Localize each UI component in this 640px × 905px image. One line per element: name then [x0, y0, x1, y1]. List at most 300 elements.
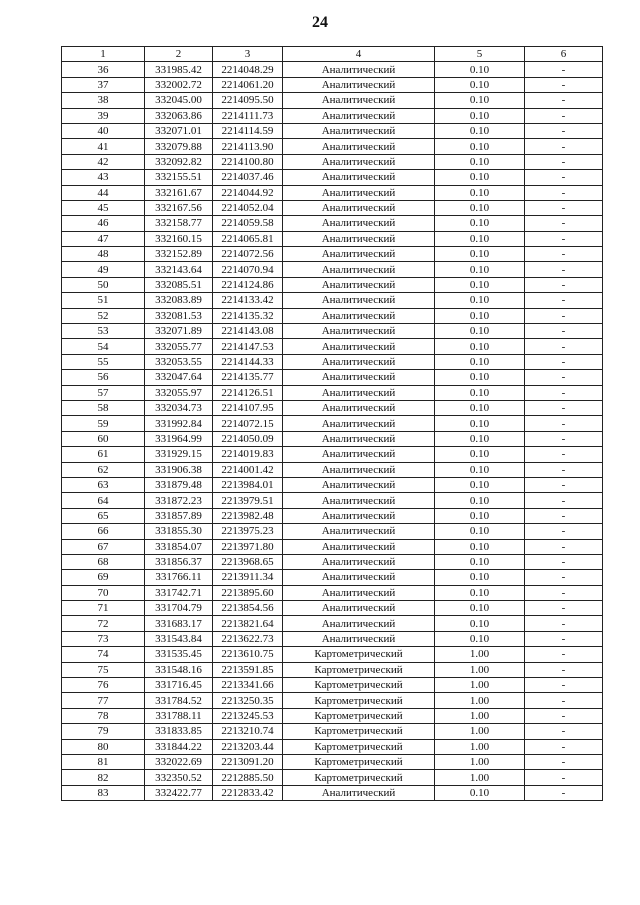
point-number-cell: 55	[62, 354, 145, 369]
point-number-cell: 46	[62, 216, 145, 231]
point-number-cell: 82	[62, 770, 145, 785]
column-header: 1	[62, 47, 145, 62]
x-coordinate-cell: 331548.16	[145, 662, 213, 677]
method-cell: Аналитический	[283, 400, 435, 415]
point-number-cell: 64	[62, 493, 145, 508]
y-coordinate-cell: 2214144.33	[213, 354, 283, 369]
point-number-cell: 83	[62, 785, 145, 800]
y-coordinate-cell: 2213979.51	[213, 493, 283, 508]
point-number-cell: 62	[62, 462, 145, 477]
method-cell: Аналитический	[283, 308, 435, 323]
accuracy-cell: 0.10	[435, 77, 525, 92]
method-cell: Аналитический	[283, 293, 435, 308]
accuracy-cell: 0.10	[435, 247, 525, 262]
accuracy-cell: 0.10	[435, 539, 525, 554]
note-cell: -	[525, 293, 603, 308]
x-coordinate-cell: 331929.15	[145, 447, 213, 462]
y-coordinate-cell: 2212885.50	[213, 770, 283, 785]
y-coordinate-cell: 2213622.73	[213, 631, 283, 646]
note-cell: -	[525, 508, 603, 523]
note-cell: -	[525, 493, 603, 508]
note-cell: -	[525, 739, 603, 754]
note-cell: -	[525, 431, 603, 446]
note-cell: -	[525, 154, 603, 169]
accuracy-cell: 0.10	[435, 200, 525, 215]
note-cell: -	[525, 693, 603, 708]
point-number-cell: 80	[62, 739, 145, 754]
accuracy-cell: 0.10	[435, 585, 525, 600]
table-row	[62, 400, 603, 415]
x-coordinate-cell: 331704.79	[145, 601, 213, 616]
table-row	[62, 93, 603, 108]
point-number-cell: 43	[62, 170, 145, 185]
y-coordinate-cell: 2214059.58	[213, 216, 283, 231]
method-cell: Аналитический	[283, 185, 435, 200]
column-header: 6	[525, 47, 603, 62]
table-row	[62, 616, 603, 631]
method-cell: Аналитический	[283, 93, 435, 108]
method-cell: Аналитический	[283, 431, 435, 446]
point-number-cell: 37	[62, 77, 145, 92]
coordinates-table	[61, 46, 603, 801]
point-number-cell: 69	[62, 570, 145, 585]
method-cell: Аналитический	[283, 339, 435, 354]
y-coordinate-cell: 2214001.42	[213, 462, 283, 477]
method-cell: Аналитический	[283, 570, 435, 585]
column-header: 5	[435, 47, 525, 62]
x-coordinate-cell: 332002.72	[145, 77, 213, 92]
x-coordinate-cell: 331964.99	[145, 431, 213, 446]
accuracy-cell: 0.10	[435, 462, 525, 477]
method-cell: Картометрический	[283, 647, 435, 662]
table-row	[62, 462, 603, 477]
note-cell: -	[525, 170, 603, 185]
method-cell: Картометрический	[283, 724, 435, 739]
table-row	[62, 339, 603, 354]
method-cell: Аналитический	[283, 585, 435, 600]
point-number-cell: 76	[62, 678, 145, 693]
point-number-cell: 47	[62, 231, 145, 246]
x-coordinate-cell: 332085.51	[145, 277, 213, 292]
accuracy-cell: 1.00	[435, 724, 525, 739]
note-cell: -	[525, 108, 603, 123]
x-coordinate-cell: 331844.22	[145, 739, 213, 754]
y-coordinate-cell: 2214070.94	[213, 262, 283, 277]
y-coordinate-cell: 2213210.74	[213, 724, 283, 739]
x-coordinate-cell: 331543.84	[145, 631, 213, 646]
note-cell: -	[525, 554, 603, 569]
method-cell: Аналитический	[283, 108, 435, 123]
point-number-cell: 38	[62, 93, 145, 108]
point-number-cell: 70	[62, 585, 145, 600]
x-coordinate-cell: 331766.11	[145, 570, 213, 585]
note-cell: -	[525, 477, 603, 492]
table-row	[62, 447, 603, 462]
note-cell: -	[525, 539, 603, 554]
table-row	[62, 508, 603, 523]
point-number-cell: 65	[62, 508, 145, 523]
method-cell: Аналитический	[283, 139, 435, 154]
table-row	[62, 770, 603, 785]
accuracy-cell: 0.10	[435, 231, 525, 246]
table-row	[62, 647, 603, 662]
point-number-cell: 74	[62, 647, 145, 662]
y-coordinate-cell: 2214143.08	[213, 324, 283, 339]
x-coordinate-cell: 332158.77	[145, 216, 213, 231]
accuracy-cell: 0.10	[435, 293, 525, 308]
point-number-cell: 41	[62, 139, 145, 154]
point-number-cell: 57	[62, 385, 145, 400]
accuracy-cell: 0.10	[435, 185, 525, 200]
method-cell: Аналитический	[283, 154, 435, 169]
method-cell: Аналитический	[283, 170, 435, 185]
y-coordinate-cell: 2214113.90	[213, 139, 283, 154]
point-number-cell: 79	[62, 724, 145, 739]
accuracy-cell: 1.00	[435, 693, 525, 708]
point-number-cell: 77	[62, 693, 145, 708]
x-coordinate-cell: 332047.64	[145, 370, 213, 385]
method-cell: Аналитический	[283, 416, 435, 431]
point-number-cell: 50	[62, 277, 145, 292]
accuracy-cell: 1.00	[435, 647, 525, 662]
table-row	[62, 693, 603, 708]
note-cell: -	[525, 631, 603, 646]
accuracy-cell: 0.10	[435, 93, 525, 108]
table-row	[62, 154, 603, 169]
x-coordinate-cell: 331833.85	[145, 724, 213, 739]
accuracy-cell: 1.00	[435, 754, 525, 769]
x-coordinate-cell: 332143.64	[145, 262, 213, 277]
method-cell: Аналитический	[283, 601, 435, 616]
x-coordinate-cell: 332152.89	[145, 247, 213, 262]
note-cell: -	[525, 339, 603, 354]
point-number-cell: 56	[62, 370, 145, 385]
method-cell: Картометрический	[283, 678, 435, 693]
accuracy-cell: 0.10	[435, 324, 525, 339]
accuracy-cell: 1.00	[435, 739, 525, 754]
method-cell: Аналитический	[283, 462, 435, 477]
note-cell: -	[525, 62, 603, 77]
y-coordinate-cell: 2214095.50	[213, 93, 283, 108]
y-coordinate-cell: 2213591.85	[213, 662, 283, 677]
x-coordinate-cell: 332160.15	[145, 231, 213, 246]
method-cell: Аналитический	[283, 785, 435, 800]
point-number-cell: 81	[62, 754, 145, 769]
y-coordinate-cell: 2214111.73	[213, 108, 283, 123]
table-row	[62, 785, 603, 800]
x-coordinate-cell: 331683.17	[145, 616, 213, 631]
note-cell: -	[525, 678, 603, 693]
point-number-cell: 44	[62, 185, 145, 200]
table-row	[62, 539, 603, 554]
accuracy-cell: 0.10	[435, 308, 525, 323]
table-row	[62, 585, 603, 600]
y-coordinate-cell: 2214135.32	[213, 308, 283, 323]
x-coordinate-cell: 332071.89	[145, 324, 213, 339]
table-row	[62, 385, 603, 400]
table-row	[62, 354, 603, 369]
x-coordinate-cell: 332034.73	[145, 400, 213, 415]
note-cell: -	[525, 647, 603, 662]
note-cell: -	[525, 262, 603, 277]
point-number-cell: 72	[62, 616, 145, 631]
accuracy-cell: 0.10	[435, 108, 525, 123]
y-coordinate-cell: 2213854.56	[213, 601, 283, 616]
x-coordinate-cell: 331985.42	[145, 62, 213, 77]
note-cell: -	[525, 277, 603, 292]
table-row	[62, 324, 603, 339]
table-row	[62, 631, 603, 646]
point-number-cell: 51	[62, 293, 145, 308]
table-row	[62, 170, 603, 185]
accuracy-cell: 0.10	[435, 601, 525, 616]
x-coordinate-cell: 331879.48	[145, 477, 213, 492]
table-row	[62, 554, 603, 569]
accuracy-cell: 1.00	[435, 770, 525, 785]
note-cell: -	[525, 123, 603, 138]
y-coordinate-cell: 2214072.56	[213, 247, 283, 262]
method-cell: Картометрический	[283, 662, 435, 677]
note-cell: -	[525, 200, 603, 215]
y-coordinate-cell: 2214100.80	[213, 154, 283, 169]
table-row	[62, 108, 603, 123]
y-coordinate-cell: 2213245.53	[213, 708, 283, 723]
note-cell: -	[525, 400, 603, 415]
y-coordinate-cell: 2214052.04	[213, 200, 283, 215]
accuracy-cell: 0.10	[435, 554, 525, 569]
method-cell: Аналитический	[283, 477, 435, 492]
x-coordinate-cell: 331857.89	[145, 508, 213, 523]
accuracy-cell: 0.10	[435, 616, 525, 631]
x-coordinate-cell: 332055.77	[145, 339, 213, 354]
note-cell: -	[525, 524, 603, 539]
accuracy-cell: 0.10	[435, 339, 525, 354]
y-coordinate-cell: 2214072.15	[213, 416, 283, 431]
y-coordinate-cell: 2214114.59	[213, 123, 283, 138]
note-cell: -	[525, 462, 603, 477]
note-cell: -	[525, 708, 603, 723]
note-cell: -	[525, 354, 603, 369]
accuracy-cell: 0.10	[435, 785, 525, 800]
x-coordinate-cell: 332079.88	[145, 139, 213, 154]
y-coordinate-cell: 2213982.48	[213, 508, 283, 523]
method-cell: Аналитический	[283, 324, 435, 339]
y-coordinate-cell: 2214147.53	[213, 339, 283, 354]
point-number-cell: 53	[62, 324, 145, 339]
table-row	[62, 431, 603, 446]
x-coordinate-cell: 331788.11	[145, 708, 213, 723]
x-coordinate-cell: 331535.45	[145, 647, 213, 662]
accuracy-cell: 0.10	[435, 447, 525, 462]
method-cell: Аналитический	[283, 385, 435, 400]
note-cell: -	[525, 370, 603, 385]
note-cell: -	[525, 616, 603, 631]
accuracy-cell: 0.10	[435, 416, 525, 431]
y-coordinate-cell: 2213968.65	[213, 554, 283, 569]
table-row	[62, 262, 603, 277]
note-cell: -	[525, 77, 603, 92]
accuracy-cell: 0.10	[435, 477, 525, 492]
table-row	[62, 570, 603, 585]
table-row	[62, 493, 603, 508]
table-row	[62, 77, 603, 92]
x-coordinate-cell: 331856.37	[145, 554, 213, 569]
x-coordinate-cell: 331854.07	[145, 539, 213, 554]
table-row	[62, 293, 603, 308]
method-cell: Аналитический	[283, 354, 435, 369]
y-coordinate-cell: 2213250.35	[213, 693, 283, 708]
x-coordinate-cell: 332083.89	[145, 293, 213, 308]
point-number-cell: 63	[62, 477, 145, 492]
y-coordinate-cell: 2213911.34	[213, 570, 283, 585]
y-coordinate-cell: 2213341.66	[213, 678, 283, 693]
x-coordinate-cell: 331716.45	[145, 678, 213, 693]
method-cell: Аналитический	[283, 216, 435, 231]
table-row	[62, 308, 603, 323]
x-coordinate-cell: 332155.51	[145, 170, 213, 185]
table-row	[62, 416, 603, 431]
x-coordinate-cell: 331992.84	[145, 416, 213, 431]
method-cell: Аналитический	[283, 493, 435, 508]
method-cell: Аналитический	[283, 77, 435, 92]
note-cell: -	[525, 216, 603, 231]
accuracy-cell: 0.10	[435, 370, 525, 385]
accuracy-cell: 0.10	[435, 154, 525, 169]
point-number-cell: 60	[62, 431, 145, 446]
point-number-cell: 75	[62, 662, 145, 677]
note-cell: -	[525, 724, 603, 739]
note-cell: -	[525, 385, 603, 400]
x-coordinate-cell: 332071.01	[145, 123, 213, 138]
table-body	[62, 62, 603, 801]
accuracy-cell: 0.10	[435, 385, 525, 400]
x-coordinate-cell: 332045.00	[145, 93, 213, 108]
table-row	[62, 739, 603, 754]
point-number-cell: 68	[62, 554, 145, 569]
x-coordinate-cell: 332161.67	[145, 185, 213, 200]
point-number-cell: 71	[62, 601, 145, 616]
y-coordinate-cell: 2212833.42	[213, 785, 283, 800]
method-cell: Аналитический	[283, 123, 435, 138]
point-number-cell: 36	[62, 62, 145, 77]
note-cell: -	[525, 662, 603, 677]
accuracy-cell: 1.00	[435, 678, 525, 693]
y-coordinate-cell: 2214124.86	[213, 277, 283, 292]
x-coordinate-cell: 332092.82	[145, 154, 213, 169]
method-cell: Аналитический	[283, 200, 435, 215]
note-cell: -	[525, 93, 603, 108]
y-coordinate-cell: 2214048.29	[213, 62, 283, 77]
x-coordinate-cell: 332422.77	[145, 785, 213, 800]
method-cell: Аналитический	[283, 262, 435, 277]
x-coordinate-cell: 332081.53	[145, 308, 213, 323]
y-coordinate-cell: 2213984.01	[213, 477, 283, 492]
accuracy-cell: 0.10	[435, 400, 525, 415]
point-number-cell: 58	[62, 400, 145, 415]
table-row	[62, 231, 603, 246]
y-coordinate-cell: 2213610.75	[213, 647, 283, 662]
method-cell: Аналитический	[283, 539, 435, 554]
point-number-cell: 49	[62, 262, 145, 277]
table-row	[62, 62, 603, 77]
method-cell: Аналитический	[283, 231, 435, 246]
note-cell: -	[525, 185, 603, 200]
method-cell: Картометрический	[283, 770, 435, 785]
y-coordinate-cell: 2214065.81	[213, 231, 283, 246]
y-coordinate-cell: 2213971.80	[213, 539, 283, 554]
accuracy-cell: 0.10	[435, 216, 525, 231]
method-cell: Аналитический	[283, 447, 435, 462]
method-cell: Картометрический	[283, 708, 435, 723]
table-row	[62, 708, 603, 723]
table-row	[62, 139, 603, 154]
note-cell: -	[525, 324, 603, 339]
method-cell: Аналитический	[283, 247, 435, 262]
x-coordinate-cell: 331872.23	[145, 493, 213, 508]
note-cell: -	[525, 416, 603, 431]
method-cell: Картометрический	[283, 693, 435, 708]
y-coordinate-cell: 2213975.23	[213, 524, 283, 539]
accuracy-cell: 1.00	[435, 662, 525, 677]
y-coordinate-cell: 2214133.42	[213, 293, 283, 308]
accuracy-cell: 0.10	[435, 570, 525, 585]
table-row	[62, 662, 603, 677]
table-row	[62, 185, 603, 200]
accuracy-cell: 0.10	[435, 493, 525, 508]
table-row	[62, 277, 603, 292]
note-cell: -	[525, 139, 603, 154]
y-coordinate-cell: 2214044.92	[213, 185, 283, 200]
x-coordinate-cell: 332022.69	[145, 754, 213, 769]
table-row	[62, 200, 603, 215]
accuracy-cell: 0.10	[435, 262, 525, 277]
accuracy-cell: 0.10	[435, 524, 525, 539]
column-header: 3	[213, 47, 283, 62]
accuracy-cell: 0.10	[435, 354, 525, 369]
method-cell: Аналитический	[283, 62, 435, 77]
point-number-cell: 52	[62, 308, 145, 323]
note-cell: -	[525, 785, 603, 800]
method-cell: Картометрический	[283, 754, 435, 769]
column-header: 2	[145, 47, 213, 62]
note-cell: -	[525, 447, 603, 462]
note-cell: -	[525, 570, 603, 585]
accuracy-cell: 0.10	[435, 123, 525, 138]
point-number-cell: 73	[62, 631, 145, 646]
table-row	[62, 477, 603, 492]
accuracy-cell: 1.00	[435, 708, 525, 723]
y-coordinate-cell: 2214135.77	[213, 370, 283, 385]
table-row	[62, 754, 603, 769]
table-row	[62, 724, 603, 739]
table-header-row	[62, 47, 603, 62]
x-coordinate-cell: 332053.55	[145, 354, 213, 369]
point-number-cell: 66	[62, 524, 145, 539]
x-coordinate-cell: 331906.38	[145, 462, 213, 477]
point-number-cell: 61	[62, 447, 145, 462]
accuracy-cell: 0.10	[435, 139, 525, 154]
method-cell: Аналитический	[283, 508, 435, 523]
x-coordinate-cell: 331784.52	[145, 693, 213, 708]
table-row	[62, 678, 603, 693]
method-cell: Аналитический	[283, 524, 435, 539]
y-coordinate-cell: 2213203.44	[213, 739, 283, 754]
point-number-cell: 42	[62, 154, 145, 169]
y-coordinate-cell: 2213895.60	[213, 585, 283, 600]
point-number-cell: 45	[62, 200, 145, 215]
accuracy-cell: 0.10	[435, 508, 525, 523]
accuracy-cell: 0.10	[435, 631, 525, 646]
